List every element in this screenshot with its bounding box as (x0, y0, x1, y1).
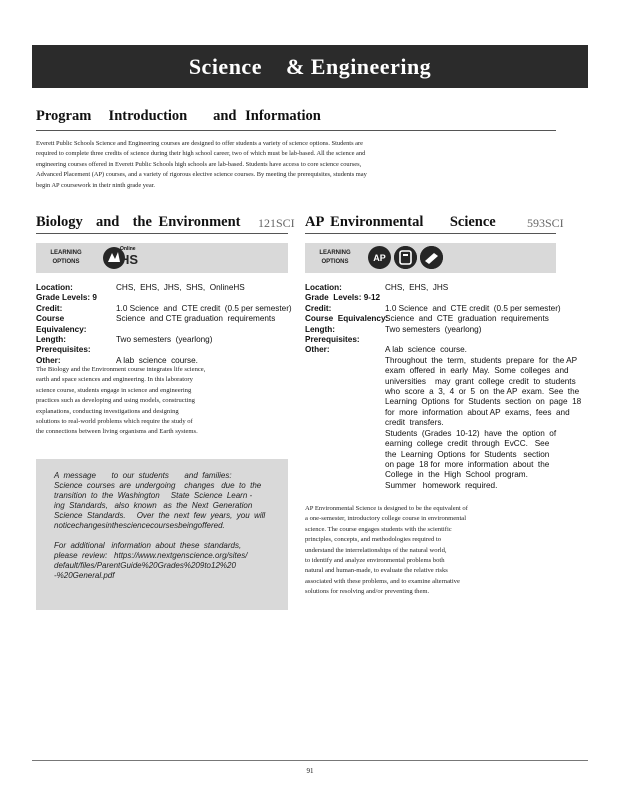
description-line: principles, concepts, and methodologies required to (305, 536, 442, 544)
other-line: Summer homework required. (385, 480, 498, 490)
description-line: solutions to real-world problems which require the study of (36, 418, 193, 426)
other-line: exam offered in early May. Some colleges and (385, 366, 569, 376)
detail-value (116, 345, 288, 355)
detail-row (305, 335, 560, 345)
book-icon (420, 246, 443, 269)
standards-link[interactable]: default/files/ParentGuide%20Grades%209to12%20 (54, 561, 236, 570)
ap-icon-label: AP (373, 252, 386, 263)
standards-link[interactable]: please review: https://www.nextgenscience.org/sites/ (54, 551, 248, 560)
course1-learning-options (36, 243, 288, 273)
detail-label: Prerequisites: (305, 335, 360, 345)
detail-row (305, 293, 560, 303)
notice-line: For additional information about these standards, (54, 541, 242, 550)
course2-details (305, 283, 582, 491)
detail-value: Two semesters (yearlong) (116, 335, 213, 345)
detail-label: Grade Levels: 9 (36, 293, 97, 303)
intro-heading: Program Introduction and Information (36, 108, 321, 124)
notice-line: ing Standards, also known as the Next Generation (54, 501, 253, 510)
notice-paragraph (54, 471, 274, 531)
description-line: solutions for resolving and/or preventing them. (305, 588, 430, 596)
other-line: Throughout the term, students prepare for the AP (385, 355, 578, 365)
notice-line: Science Standards. Over the next few years, you will (54, 511, 266, 520)
description-line: AP Environmental Science is designed to be the equivalent of (305, 505, 468, 512)
course2-divider (305, 233, 556, 234)
learning-options-label (49, 249, 83, 267)
intro-line: required to complete three credits of science during their high school career, two of which must be lab-based. All the science and (36, 150, 366, 158)
other-line: who score a 3, 4 or 5 on the AP exam. See the (385, 387, 580, 397)
cte-icon (394, 246, 417, 269)
description-line: practices such as developing and using models, constructing (36, 397, 195, 405)
learning-options-label (318, 249, 352, 267)
other-line: credit transfers. (385, 418, 444, 428)
page-banner (32, 45, 588, 88)
detail-row (36, 293, 288, 303)
ap-icon (368, 246, 391, 269)
detail-label: Course Equivalency: (305, 314, 389, 324)
other-line: Students (Grades 10-12) have the option of (385, 428, 557, 438)
course2-code: 593SCI (527, 216, 564, 230)
learning-options-line: OPTIONS (321, 259, 349, 265)
detail-row (36, 335, 288, 345)
course2-title: AP Environmental Science (305, 214, 496, 230)
detail-value: 1.0 Science and CTE credit (0.5 per semester) (385, 303, 561, 313)
other-line: universities may grant college credit to students (385, 376, 576, 386)
notice-line: A message to our students and families: (54, 471, 232, 480)
detail-value: 1.0 Science and CTE credit (0.5 per semester) (116, 303, 292, 313)
detail-value (505, 293, 560, 303)
notice-content (54, 471, 274, 591)
detail-label: Credit: (36, 303, 63, 313)
notice-line: noticechangesinthesciencecoursesbeingoffered. (54, 521, 225, 530)
detail-row (305, 304, 560, 314)
detail-value (236, 293, 288, 303)
detail-row (305, 345, 560, 355)
detail-label: Location: (305, 283, 342, 292)
detail-row (36, 345, 288, 355)
page-title: Science & Engineering (188, 53, 432, 79)
detail-value (385, 335, 560, 345)
learning-options-line: OPTIONS (52, 259, 80, 265)
detail-row (36, 283, 288, 293)
intro-line: begin AP coursework in their ninth grade year. (36, 181, 156, 189)
detail-label: Other: (36, 355, 61, 365)
detail-row (36, 314, 288, 335)
notice-line: Science courses are undergoing changes due to the (54, 481, 262, 490)
intro-line: Advanced Placement (AP) courses, and a variety of rigorous elective science courses. By meeting the prerequisites, students may (36, 171, 367, 179)
online-hs-icon (102, 246, 146, 270)
description-line: explanations, conducting investigations and designing (36, 407, 179, 415)
detail-label: Other: (305, 345, 330, 355)
other-line: on page 18 for more information about the (385, 459, 550, 469)
description-line: science. The course engages students with the scientific (305, 525, 452, 533)
description-line: understand the interrelationships of the natural world, (305, 546, 447, 554)
learning-options-line: LEARNING (50, 250, 82, 256)
description-line: to identify and analyze environmental problems both (305, 557, 445, 565)
detail-row (305, 325, 560, 335)
course2-learning-options (305, 243, 556, 273)
detail-value: Science and CTE graduation requirements (116, 314, 276, 324)
description-line: science course, students engage in science and engineering (36, 386, 192, 394)
course1-details (36, 283, 292, 366)
detail-label: Prerequisites: (36, 345, 91, 355)
standards-link[interactable]: -%20General.pdf (54, 571, 115, 580)
detail-value: A lab science course. (116, 355, 198, 365)
other-notes (385, 355, 582, 491)
detail-label: Length: (36, 335, 67, 345)
description-line: the connections between living organisms and Earth systems. (36, 428, 198, 436)
learning-options-line: LEARNING (319, 250, 351, 256)
course1-divider (36, 233, 288, 234)
intro-line: engineering courses offered in Everett Public Schools high schools are lab-based. Students have access to core science courses, (36, 160, 362, 168)
other-line: Learning Options for Students section on page 18 (385, 397, 582, 407)
description-line: associated with these problems, and to examine alternative (305, 577, 460, 585)
detail-value: A lab science course. (385, 345, 467, 355)
description-line: earth and space sciences and engineering. In this laboratory (36, 376, 193, 384)
other-line: the Learning Options for Students section (385, 449, 550, 459)
description-line: The Biology and the Environment course integrates life science, (36, 366, 206, 373)
detail-value: Two semesters (yearlong) (385, 324, 482, 334)
hs-icon-label: HS (120, 252, 139, 267)
detail-row (305, 283, 560, 293)
detail-row (36, 303, 292, 314)
other-line: College in the High School program. (385, 470, 528, 480)
description-line: natural and human-made, to evaluate the relative risks (305, 567, 448, 575)
detail-row (305, 314, 560, 324)
detail-value: CHS, EHS, JHS (385, 283, 449, 292)
detail-label: Credit: (305, 303, 332, 313)
course2-description (305, 504, 560, 598)
notice-line: transition to the Washington State Science Learn - (54, 491, 253, 500)
detail-label: Course Equivalency: (36, 314, 87, 334)
description-line: a one-semester, introductory college course in environmental (305, 515, 467, 523)
detail-label: Length: (305, 324, 336, 334)
online-icon-label: Online (120, 246, 136, 252)
course1-code: 121SCI (258, 216, 295, 230)
intro-divider (36, 130, 556, 131)
course1-description (36, 365, 288, 438)
other-line: earning college credit through EvCC. See (385, 439, 550, 449)
other-line: for more information about AP exams, fees and (385, 407, 570, 417)
detail-value: CHS, EHS, JHS, SHS, OnlineHS (116, 283, 245, 292)
notice-paragraph (54, 541, 274, 581)
intro-paragraph (36, 139, 367, 191)
course1-title: Biology and the Environment (36, 214, 241, 230)
standards-notice (36, 459, 288, 610)
detail-label: Grade Levels: 9-12 (305, 293, 381, 303)
footer-divider (32, 760, 588, 761)
detail-label: Location: (36, 283, 73, 292)
page-number: 91 (306, 767, 314, 775)
detail-value: Science and CTE graduation requirements (385, 314, 549, 324)
intro-line: Everett Public Schools Science and Engineering courses are designed to offer students a variety of science options. Students are (36, 140, 363, 147)
